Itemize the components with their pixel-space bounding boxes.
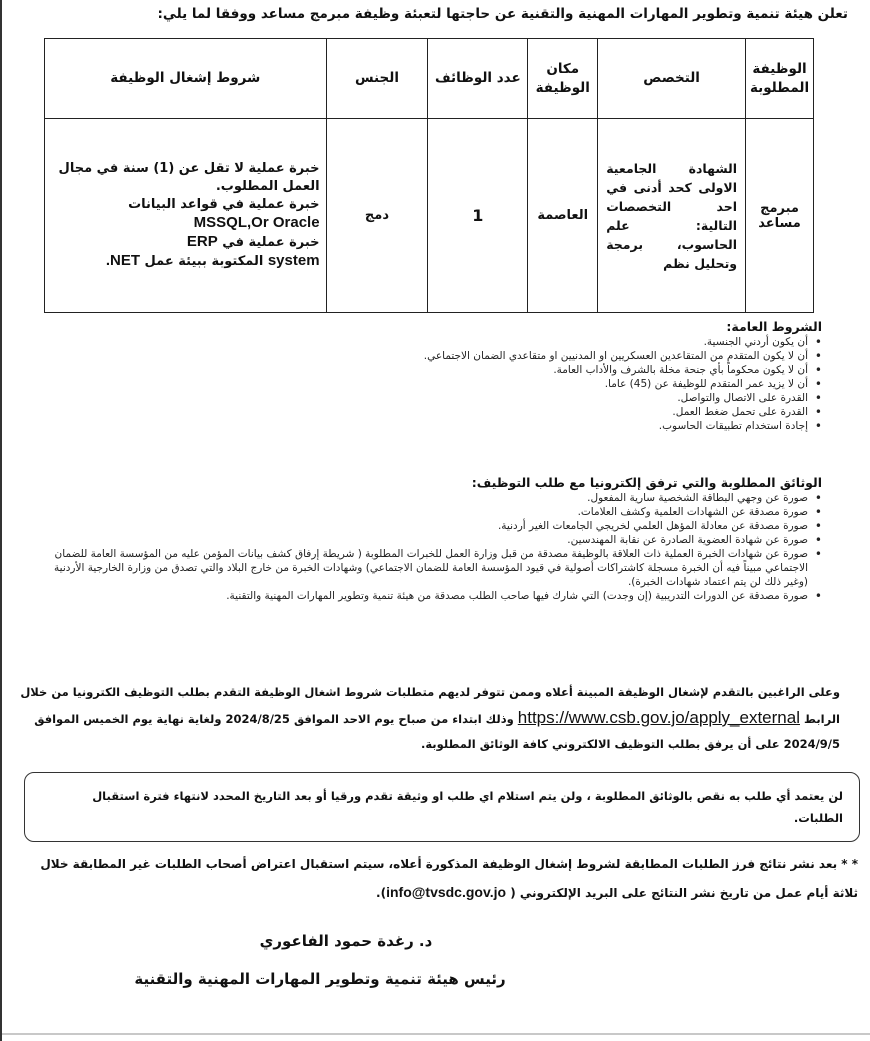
- job-table-row: [45, 119, 814, 313]
- page-bottom-divider: [2, 1033, 870, 1035]
- cell-job-title: مبرمج مساعد: [746, 119, 814, 313]
- specialization-text: الشهادة الجامعية الاولى كحد أدنى في احد التخصصات التالية: علم الحاسوب، برمجة وتحليل نظم: [606, 160, 738, 271]
- list-item: • صورة مصدقة عن الدورات التدريبية (إن وجدت) التي شارك فيها صاحب الطلب مصدقة من هيئة تنمية وتطوير المهارات المهنية والتقنية.: [52, 589, 822, 603]
- list-item: • صورة مصدقة عن معادلة المؤهل العلمي لخريجي الجامعات الغير أردنية.: [52, 519, 822, 533]
- cell-place: العاصمة: [528, 119, 598, 313]
- list-item: • صورة عن شهادة العضوية الصادرة عن نقابة المهندسين.: [52, 533, 822, 547]
- general-conditions-title: الشروط العامة:: [726, 319, 822, 334]
- condition-line-5: المكتوبة ببيئة عمل: [144, 254, 264, 269]
- header-gender: الجنس: [326, 39, 428, 119]
- application-text-2: وذلك ابتداء من صباح يوم الاحد الموافق 2024/8/25 ولغاية نهاية يوم الخميس الموافق 2024/9/5 على أن يرفق بطلب التوظيف الالكتروني كافة الوثائق المطلوبة.: [34, 712, 840, 751]
- condition-erp: ERP: [186, 233, 218, 250]
- list-item: • أن يكون أردني الجنسية.: [52, 335, 822, 349]
- contact-email[interactable]: info@tvsdc.gov.jo: [386, 884, 507, 900]
- condition-system: system: [267, 252, 320, 269]
- header-conditions: شروط إشغال الوظيفة: [45, 39, 327, 119]
- footnote-text: * * بعد نشر نتائج فرز الطلبات المطابقة لشروط إشغال الوظيفة المذكورة أعلاه، سيتم استقبال اعتراض أصحاب الطلبات غير المطابقة خلال ثلاثة أيام عمل من تاريخ نشر النتائج على البريد الإلكتروني (: [40, 857, 858, 900]
- notice-text: لن يعتمد أي طلب به نقص بالوثائق المطلوبة ، ولن يتم استلام اي طلب او وثيقة تقدم ورقيا أو بعد التاريخ المحدد لانتهاء فترة استقبال الطلبات.: [92, 789, 843, 825]
- objection-footnote: [14, 850, 858, 907]
- intro-text: تعلن هيئة تنمية وتطوير المهارات المهنية والتقنية عن حاجتها لتعبئة وظيفة مبرمج مساعد ووفقا لما يلي:: [157, 6, 848, 22]
- list-item: • أن لا يكون المتقدم من المتقاعدين العسكريين او المدنيين او متقاعدي الضمان الاجتماعي.: [52, 349, 822, 363]
- job-table-header: [45, 39, 814, 119]
- list-item: • القدرة على الاتصال والتواصل.: [52, 391, 822, 405]
- condition-line-2: خبرة عملية في قواعد البيانات: [128, 197, 320, 212]
- condition-dotnet: .NET: [105, 252, 140, 269]
- header-count: عدد الوظائف: [428, 39, 528, 119]
- condition-db-names: MSSQL,Or Oracle: [193, 214, 320, 231]
- job-table: [44, 38, 814, 313]
- header-job-title: الوظيفة المطلوبة: [746, 39, 814, 119]
- required-documents-title: الوثائق المطلوبة والتي ترفق إلكترونيا مع طلب التوظيف:: [471, 475, 822, 490]
- general-conditions: [52, 318, 822, 433]
- required-documents-list: [52, 491, 822, 603]
- list-item: • إجادة استخدام تطبيقات الحاسوب.: [52, 419, 822, 433]
- footnote-end: ).: [376, 886, 387, 900]
- list-item: • أن لا يزيد عمر المتقدم للوظيفة عن (45) عاما.: [52, 377, 822, 391]
- required-documents: [52, 474, 822, 603]
- list-item: • أن لا يكون محكوماً بأي جنحة مخلة بالشرف والأداب العامة.: [52, 363, 822, 377]
- condition-line-4: خبرة عملية في: [222, 235, 320, 250]
- signatory-role: رئيس هيئة تنمية وتطوير المهارات المهنية والتقنية: [134, 970, 506, 988]
- header-specialization: التخصص: [598, 39, 746, 119]
- list-item: • صورة عن شهادات الخبرة العملية ذات العلاقة بالوظيفة مصدقة من قبل وزارة العمل للخبرات المطلوبة ( شريطة إرفاق كشف بيانات المؤمن عليه من المؤسسة العامة للضمان الاجتماعي مبيناً فيه أن الخبرة مسجلة كاشتراكات أصولية في قيود المؤسسة العامة للضمان الاجتماعي) وشهادات الخبرة من خارج البلاد والتي تصدق من وزارة الخارجية الأردنية (وغير ذلك لن يتم اعتماد شهادات الخبرة).: [52, 547, 822, 589]
- application-text-1: وعلى الراغبين بالتقدم لإشغال الوظيفة المبينة أعلاه وممن تتوفر لديهم متطلبات شروط اشغال الوظيفة التقدم بطلب التوظيف الكترونيا من خلال الرابط: [20, 685, 840, 726]
- cell-conditions: [45, 119, 327, 313]
- apply-link[interactable]: https://www.csb.gov.jo/apply_external: [517, 708, 800, 727]
- condition-line-1: خبرة عملية لا تقل عن (1) سنة في مجال العمل المطلوب.: [58, 161, 320, 194]
- cell-count: 1: [428, 119, 528, 313]
- notice-box: [24, 772, 860, 842]
- conditions-text: [45, 160, 326, 271]
- cell-specialization: [598, 119, 746, 313]
- general-conditions-list: [52, 335, 822, 433]
- cell-gender: دمج: [326, 119, 428, 313]
- application-instructions: [20, 680, 840, 757]
- signatory-name: د. رغدة حمود الفاعوري: [259, 932, 433, 950]
- list-item: • صورة مصدقة عن الشهادات العلمية وكشف العلامات.: [52, 505, 822, 519]
- list-item: • صورة عن وجهي البطاقة الشخصية سارية المفعول.: [52, 491, 822, 505]
- header-place: مكان الوظيفة: [528, 39, 598, 119]
- list-item: • القدرة على تحمل ضغط العمل.: [52, 405, 822, 419]
